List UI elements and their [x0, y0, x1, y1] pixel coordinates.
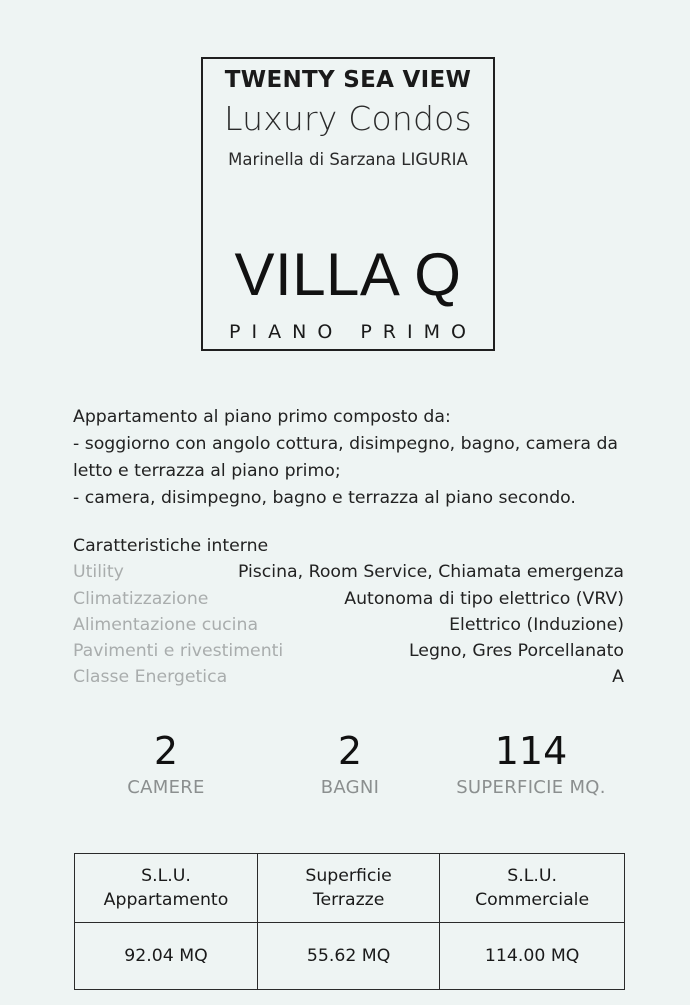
features-list: [73, 533, 624, 691]
feature-key: Pavimenti e rivestimenti: [73, 641, 284, 662]
title-box: [201, 57, 495, 351]
stat-label: BAGNI: [320, 777, 380, 798]
feature-row: [73, 638, 624, 664]
table-cell: 114.00 MQ: [440, 923, 625, 990]
feature-key: Classe Energetica: [73, 667, 228, 688]
table-header-cell: [257, 854, 439, 923]
header-line: S.L.U.: [507, 866, 557, 886]
header-line: Superficie: [305, 866, 392, 886]
villa-title: VILLA Q: [234, 241, 462, 308]
table-header-cell: [75, 854, 258, 923]
feature-row: [73, 612, 624, 638]
table-cell: 92.04 MQ: [75, 923, 258, 990]
feature-value: A: [612, 667, 624, 688]
stat-bathrooms: [290, 731, 410, 798]
location: Marinella di Sarzana LIGURIA: [228, 150, 468, 169]
stat-surface: [436, 731, 626, 798]
table-header-row: [75, 854, 625, 923]
header-line: Terrazze: [312, 890, 385, 910]
feature-value: Legno, Gres Porcellanato: [408, 641, 624, 662]
stat-label: SUPERFICIE MQ.: [456, 777, 606, 798]
header-line: Commerciale: [475, 890, 590, 910]
feature-row: [73, 559, 624, 585]
table-cell: 55.62 MQ: [257, 923, 439, 990]
brand-subtitle: Luxury Condos: [224, 99, 472, 138]
features-heading: Caratteristiche interne: [73, 536, 269, 556]
feature-row: [73, 664, 624, 690]
table-header-cell: [440, 854, 625, 923]
feature-key: Climatizzazione: [73, 588, 209, 609]
description-line: Appartamento al piano primo composto da:: [73, 407, 451, 427]
area-table: [74, 853, 625, 990]
feature-value: Autonoma di tipo elettrico (VRV): [344, 588, 624, 609]
header-line: Appartamento: [103, 890, 229, 910]
stat-value: 2: [153, 729, 179, 773]
header-line: S.L.U.: [141, 866, 191, 886]
feature-value: Piscina, Room Service, Chiamata emergenza: [237, 562, 624, 583]
stat-label: CAMERE: [127, 777, 205, 798]
feature-key: Utility: [73, 562, 124, 583]
description: [73, 404, 628, 512]
stat-bedrooms: [106, 731, 226, 798]
table-row: [75, 923, 625, 990]
feature-row: [73, 586, 624, 612]
stat-value: 114: [494, 729, 568, 773]
floor-label: PIANO PRIMO: [229, 321, 477, 343]
feature-key: Alimentazione cucina: [73, 614, 259, 635]
description-line: - camera, disimpegno, bagno e terrazza al piano secondo.: [73, 488, 576, 508]
feature-value: Elettrico (Induzione): [449, 614, 624, 635]
brand-name: TWENTY SEA VIEW: [224, 67, 472, 93]
description-line: - soggiorno con angolo cottura, disimpegno, bagno, camera da letto e terrazza al piano primo;: [73, 434, 619, 481]
stat-value: 2: [337, 729, 363, 773]
